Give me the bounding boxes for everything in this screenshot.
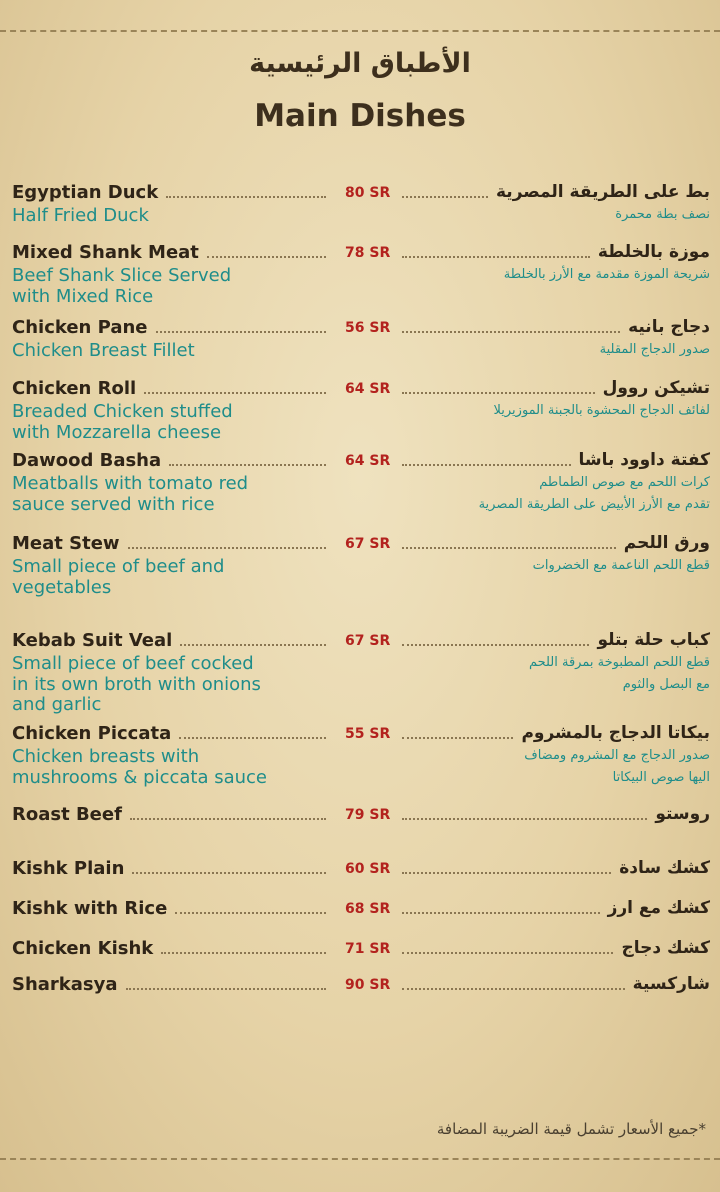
item-price: 67 SR: [345, 633, 391, 649]
item-desc-ar: [600, 339, 710, 361]
item-name-en: Chicken Kishk: [12, 938, 154, 959]
section-title-ar: الأطباق الرئيسية: [249, 48, 471, 79]
item-desc-en: [12, 654, 261, 716]
desc-line-ar: مع البصل والثوم: [622, 677, 710, 692]
desc-line-en: Small piece of beef cocked: [12, 653, 254, 674]
dotted-leader-right: [402, 872, 611, 874]
desc-line-ar: قطع اللحم الناعمة مع الخضروات: [532, 558, 710, 573]
dotted-leader-right: [402, 818, 647, 820]
dotted-leader-right: [402, 644, 589, 646]
item-price: 64 SR: [345, 453, 391, 469]
desc-line-en: vegetables: [12, 576, 112, 598]
item-desc-ar: [524, 745, 710, 789]
item-name-en: Kebab Suit Veal: [12, 630, 173, 651]
bottom-border: [0, 1158, 720, 1160]
item-desc-ar: [529, 652, 710, 696]
dotted-leader-left: [132, 872, 326, 874]
item-name-en: Chicken Pane: [12, 317, 148, 338]
dotted-leader-left: [207, 256, 326, 258]
item-desc-en: [12, 557, 224, 598]
item-desc-ar: [615, 204, 710, 226]
dotted-leader-right: [402, 392, 595, 394]
desc-line-en: and garlic: [12, 694, 102, 715]
desc-line-ar: اليها صوص البيكاتا: [612, 770, 710, 785]
item-price: 55 SR: [345, 726, 391, 742]
desc-line-ar: صدور الدجاج المقلية: [599, 342, 710, 357]
dotted-leader-left: [169, 464, 326, 466]
desc-line-ar: كرات اللحم مع صوص الطماطم: [539, 475, 710, 490]
dotted-leader-right: [402, 988, 625, 990]
item-price: 90 SR: [345, 977, 391, 993]
item-desc-en: [12, 266, 231, 307]
item-price: 64 SR: [345, 381, 391, 397]
dotted-leader-left: [161, 952, 326, 954]
item-desc-ar: [533, 555, 710, 577]
item-desc-en: [12, 206, 149, 227]
desc-line-en: with Mozzarella cheese: [12, 421, 222, 443]
item-desc-ar: [504, 264, 710, 286]
desc-line-en: sauce served with rice: [12, 493, 215, 515]
item-name-ar: ورق اللحم: [623, 533, 710, 553]
desc-line-ar: صدور الدجاج مع المشروم ومضاف: [524, 748, 710, 763]
item-desc-en: [12, 402, 233, 443]
item-desc-ar: [494, 400, 711, 422]
top-border: [0, 30, 720, 32]
item-name-en: Kishk Plain: [12, 858, 125, 879]
item-price: 67 SR: [345, 536, 391, 552]
item-desc-ar: [479, 472, 710, 516]
item-price: 71 SR: [345, 941, 391, 957]
item-price: 78 SR: [345, 245, 391, 261]
dotted-leader-left: [156, 331, 326, 333]
item-name-en: Dawood Basha: [12, 450, 162, 471]
dotted-leader-left: [130, 818, 326, 820]
item-price: 79 SR: [345, 807, 391, 823]
desc-line-en: Beef Shank Slice Served: [12, 265, 232, 286]
item-name-ar: كفتة داوود باشا: [578, 450, 710, 470]
desc-line-en: with Mixed Rice: [12, 285, 154, 307]
desc-line-en: Chicken Breast Fillet: [12, 340, 195, 361]
dotted-leader-left: [179, 737, 326, 739]
dotted-leader-right: [402, 547, 616, 549]
desc-line-en: Half Fried Duck: [12, 205, 149, 226]
item-name-ar: تشيكن روول: [602, 378, 710, 398]
item-price: 80 SR: [345, 185, 391, 201]
item-name-ar: بيكاتا الدجاج بالمشروم: [521, 723, 710, 743]
desc-line-en: Chicken breasts with: [12, 746, 200, 767]
dotted-leader-left: [175, 912, 326, 914]
item-name-en: Kishk with Rice: [12, 898, 168, 919]
item-name-ar: كباب حلة بتلو: [597, 630, 710, 650]
item-name-en: Egyptian Duck: [12, 182, 159, 203]
item-name-en: Roast Beef: [12, 804, 122, 825]
item-name-ar: روستو: [655, 804, 710, 824]
desc-line-ar: قطع اللحم المطبوخة بمرقة اللحم: [528, 655, 710, 670]
desc-line-en: mushrooms & piccata sauce: [12, 766, 267, 788]
dotted-leader-left: [128, 547, 326, 549]
item-name-en: Chicken Roll: [12, 378, 137, 399]
dotted-leader-right: [402, 256, 590, 258]
item-desc-en: [12, 747, 267, 788]
dotted-leader-left: [180, 644, 326, 646]
desc-line-ar: تقدم مع الأرز الأبيض على الطريقة المصرية: [478, 497, 710, 512]
dotted-leader-left: [126, 988, 326, 990]
dotted-leader-left: [144, 392, 326, 394]
desc-line-ar: نصف بطة محمرة: [615, 207, 710, 222]
item-name-ar: موزة بالخلطة: [597, 242, 710, 262]
desc-line-en: Breaded Chicken stuffed: [12, 401, 233, 422]
item-price: 60 SR: [345, 861, 391, 877]
desc-line-en: in its own broth with onions: [12, 673, 261, 695]
item-desc-en: [12, 341, 195, 362]
dotted-leader-right: [402, 464, 571, 466]
item-name-en: Mixed Shank Meat: [12, 242, 199, 263]
item-name-ar: دجاج بانيه: [628, 317, 710, 337]
desc-line-ar: شريحة الموزة مقدمة مع الأرز بالخلطة: [503, 267, 710, 282]
desc-line-en: Meatballs with tomato red: [12, 473, 249, 494]
section-title-en: Main Dishes: [254, 98, 466, 134]
item-price: 56 SR: [345, 320, 391, 336]
dotted-leader-right: [402, 331, 620, 333]
item-name-ar: شاركسية: [632, 974, 710, 994]
tax-note: *جميع الأسعار تشمل قيمة الضريبة المضافة: [436, 1120, 706, 1138]
dotted-leader-right: [402, 737, 513, 739]
item-name-ar: كشك مع ارز: [607, 898, 710, 918]
desc-line-ar: لفائف الدجاج المحشوة بالجبنة الموزيريلا: [493, 403, 710, 418]
item-name-en: Chicken Piccata: [12, 723, 172, 744]
dotted-leader-right: [402, 952, 613, 954]
dotted-leader-right: [402, 196, 488, 198]
item-price: 68 SR: [345, 901, 391, 917]
item-name-en: Sharkasya: [12, 974, 118, 995]
desc-line-en: Small piece of beef and: [12, 556, 225, 577]
dotted-leader-right: [402, 912, 600, 914]
item-name-ar: بط على الطريقة المصرية: [496, 182, 710, 202]
item-name-en: Meat Stew: [12, 533, 120, 554]
item-name-ar: كشك سادة: [619, 858, 710, 878]
item-name-ar: كشك دجاج: [621, 938, 710, 958]
dotted-leader-left: [166, 196, 326, 198]
item-desc-en: [12, 474, 248, 515]
